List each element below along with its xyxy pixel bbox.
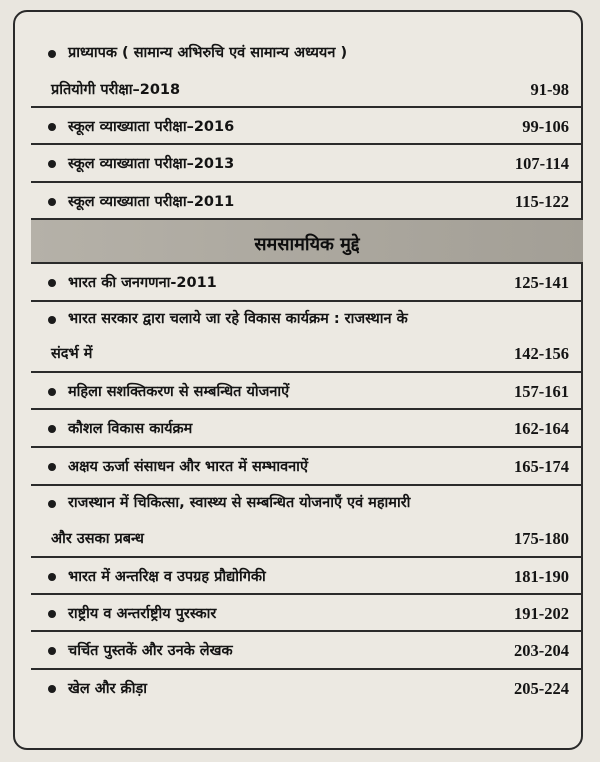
bullet-icon [48, 573, 56, 581]
toc-entry-pages: 107-114 [514, 154, 569, 173]
toc-entry-pages: 203-204 [514, 641, 569, 660]
toc-row [31, 183, 583, 220]
toc-row [31, 108, 583, 145]
toc-entry-title: राजस्थान में चिकित्सा, स्वास्थ्य से सम्बन्धित योजनाएँ एवं महामारी [68, 495, 411, 511]
toc-row [31, 632, 583, 670]
toc-entry-title: महिला सशक्तिकरण से सम्बन्धित योजनाऐं [68, 384, 290, 400]
toc-row [31, 595, 583, 632]
section-header [31, 220, 583, 264]
toc-row [31, 410, 583, 448]
toc-row [31, 36, 583, 108]
bullet-icon [48, 647, 56, 655]
toc-row [31, 264, 583, 302]
toc-entry-pages: 162-164 [514, 419, 569, 438]
section-title: समसामयिक मुद्दे [254, 234, 360, 255]
toc-row [31, 373, 583, 410]
toc-row [31, 486, 583, 558]
bullet-icon [48, 316, 56, 324]
toc-entry-title-line2: और उसका प्रबन्ध [51, 531, 144, 547]
toc-entry-pages: 157-161 [514, 382, 569, 401]
bullet-icon [48, 685, 56, 693]
toc-entry-pages: 142-156 [514, 344, 569, 363]
toc-entry-pages: 175-180 [514, 529, 569, 548]
bullet-icon [48, 160, 56, 168]
contents-list [31, 36, 583, 707]
toc-entry-title: प्राध्यापक ( सामान्य अभिरुचि एवं सामान्य अध्ययन ) [68, 45, 348, 61]
bullet-icon [48, 279, 56, 287]
toc-entry-pages: 115-122 [514, 192, 569, 211]
toc-row [31, 558, 583, 595]
toc-entry-title-line2: प्रतियोगी परीक्षा–2018 [51, 82, 181, 98]
toc-entry-pages: 125-141 [514, 273, 569, 292]
toc-entry-title: अक्षय ऊर्जा संसाधन और भारत में सम्भावनाऐं [68, 459, 308, 475]
toc-entry-title: स्कूल व्याख्याता परीक्षा–2013 [68, 156, 235, 172]
toc-entry-title: राष्ट्रीय व अन्तर्राष्ट्रीय पुरस्कार [68, 606, 217, 622]
toc-entry-title: स्कूल व्याख्याता परीक्षा–2016 [68, 119, 235, 135]
toc-row [31, 670, 583, 707]
toc-row [31, 448, 583, 486]
bullet-icon [48, 425, 56, 433]
toc-row [31, 145, 583, 183]
bullet-icon [48, 463, 56, 471]
bullet-icon [48, 50, 56, 58]
toc-entry-pages: 205-224 [514, 679, 569, 698]
toc-entry-title-line2: संदर्भ में [51, 346, 93, 362]
toc-entry-title: खेल और क्रीड़ा [68, 681, 147, 697]
toc-row [31, 302, 583, 373]
toc-entry-pages: 191-202 [514, 604, 569, 623]
toc-entry-title: चर्चित पुस्तकें और उनके लेखक [68, 643, 233, 659]
toc-entry-title: भारत में अन्तरिक्ष व उपग्रह प्रौद्योगिकी [68, 569, 266, 585]
bullet-icon [48, 123, 56, 131]
toc-entry-pages: 181-190 [514, 567, 569, 586]
toc-entry-pages: 99-106 [522, 117, 569, 136]
toc-entry-title: भारत सरकार द्वारा चलाये जा रहे विकास कार्यक्रम : राजस्थान के [68, 311, 408, 327]
bullet-icon [48, 500, 56, 508]
toc-entry-pages: 165-174 [514, 457, 569, 476]
toc-entry-pages: 91-98 [530, 80, 569, 99]
toc-entry-title: भारत की जनगणना-2011 [68, 275, 217, 291]
bullet-icon [48, 388, 56, 396]
toc-entry-title: स्कूल व्याख्याता परीक्षा–2011 [68, 194, 235, 210]
toc-entry-title: कौशल विकास कार्यक्रम [68, 421, 193, 437]
bullet-icon [48, 198, 56, 206]
contents-frame [13, 10, 583, 750]
bullet-icon [48, 610, 56, 618]
